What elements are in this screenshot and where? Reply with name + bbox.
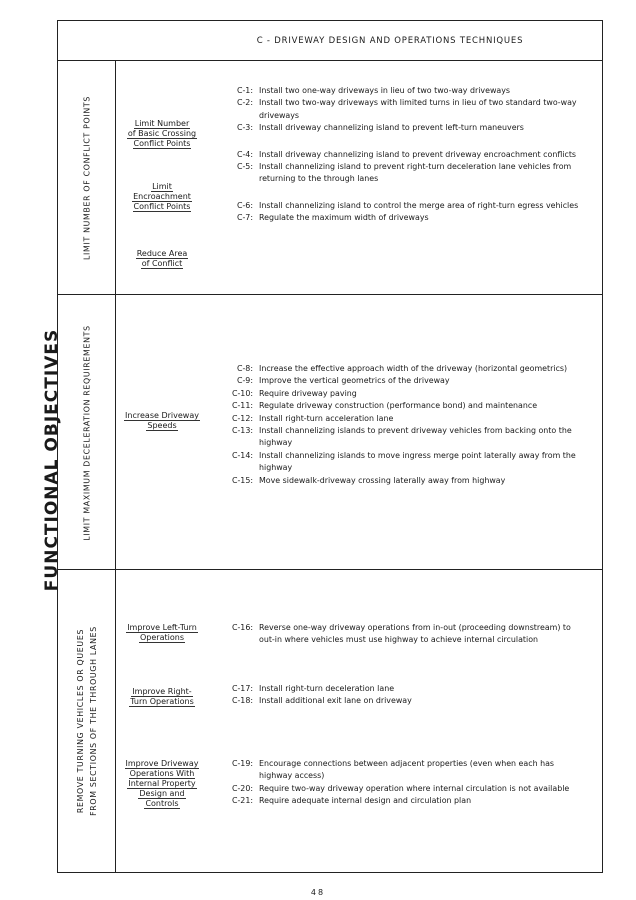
technique-item [218,683,588,695]
technique-text: Improve the vertical geometrics of the driveway [259,376,450,386]
side-title-text: FUNCTIONAL OBJECTIVES [42,328,63,592]
technique-text: Install channelizing islands to move ingress merge point laterally away from the highway [259,450,576,473]
technique-code: C-7: [236,213,253,223]
technique-item [218,758,588,783]
technique-item [218,413,588,425]
group-title-line: Conflict Points [133,139,191,148]
section-label-column [58,61,116,294]
technique-text: Require adequate internal design and circulation plan [259,796,472,806]
section-label-column [58,570,116,872]
group-title-line: Improve Right- [132,687,192,696]
technique-code: C-5: [236,162,253,172]
technique-item [218,363,588,375]
group-title-line: Limit [152,182,172,191]
technique-code: C-17: [231,684,253,693]
technique-code: C-11: [231,401,253,411]
group-title-line: Design and [139,789,185,798]
section-label: LIMIT MAXIMUM DECELERATION REQUIREMENTS [82,324,91,541]
technique-text: Move sidewalk-driveway crossing laterally away from highway [259,475,506,485]
technique-item [218,161,588,186]
technique-code: C-10: [231,388,253,398]
technique-list [218,683,588,708]
technique-text: Install two one-way driveways in lieu of two two-way driveways [259,86,511,95]
technique-item [218,622,588,647]
section-label-line: FROM SECTIONS OF THE THROUGH LANES [88,626,98,816]
section-label: LIMIT NUMBER OF CONFLICT POINTS [82,95,91,260]
technique-text: Install two two-way driveways with limited turns in lieu of two standard two-way driveways [259,98,577,120]
section-label [74,626,100,816]
technique-item [218,388,588,400]
section-label-column [58,295,116,570]
technique-item [218,695,588,707]
technique-text: Reverse one-way driveway operations from in-out (proceeding downstream) to out-in where vehicles must use highway to achieve internal circulation [259,623,571,645]
technique-item [218,149,588,161]
section-remove-turning-vehicles [58,569,602,872]
technique-text: Encourage connections between adjacent properties (even when each has highway access) [259,759,555,781]
technique-text: Regulate the maximum width of driveways [259,213,429,223]
technique-code: C-18: [231,696,253,706]
technique-code: C-14: [231,450,253,460]
technique-item [218,450,588,475]
group-title-line: Improve Driveway [125,759,199,768]
technique-text: Install channelizing island to control the merge area of right-turn egress vehicles [259,200,579,210]
group-title-line: Internal Property [128,779,196,788]
technique-item [218,97,588,122]
group-title-left-turn [116,623,208,643]
technique-text: Require two-way driveway operation where internal circulation is not available [259,783,570,793]
technique-code: C-19: [231,759,253,768]
technique-item [218,795,588,807]
technique-code: C-20: [231,783,253,793]
technique-list [218,85,588,225]
technique-item [218,122,588,134]
group-title-line: Controls [145,799,179,808]
technique-code: C-4: [236,149,253,159]
technique-item [218,200,588,212]
technique-code: C-15: [231,475,253,485]
technique-code: C-21: [231,796,253,806]
technique-text: Install right-turn acceleration lane [259,413,394,423]
group-title-line: Reduce Area [136,249,188,258]
techniques-table [57,20,603,873]
technique-code: C-8: [236,364,253,373]
technique-item [218,475,588,487]
technique-text: Install channelizing islands to prevent driveway vehicles from backing onto the highway [259,426,572,448]
group-title-area-of-conflict [116,249,208,269]
technique-code: C-1: [236,86,253,95]
technique-code: C-12: [231,413,253,423]
page-number: 48 [310,888,326,897]
technique-item [218,375,588,387]
technique-item [218,783,588,795]
group-title-line: of Conflict [141,259,183,268]
section-label-line: REMOVE TURNING VEHICLES OR QUEUES [75,628,85,814]
section-conflict-points [58,61,602,294]
group-title-basic-crossing [116,119,208,149]
technique-item [218,400,588,412]
group-title-right-turn [116,687,208,707]
technique-code: C-13: [231,426,253,436]
technique-code: C-3: [236,123,253,133]
technique-text: Install driveway channelizing island to prevent driveway encroachment conflicts [259,149,577,159]
technique-code: C-6: [236,200,253,210]
group-title-line: Conflict Points [133,202,191,211]
technique-item [218,212,588,224]
technique-code: C-2: [236,98,253,108]
group-title-line: Turn Operations [130,697,194,706]
technique-text: Install driveway channelizing island to prevent left-turn maneuvers [259,123,524,133]
technique-item [218,425,588,450]
technique-text: Increase the effective approach width of the driveway (horizontal geometrics) [259,364,568,373]
group-title-line: Operations [140,633,184,642]
group-title-line: Speeds [147,421,177,430]
technique-code: C-9: [236,376,253,386]
group-title-line: of Basic Crossing [127,129,197,138]
group-title-line: Encroachment [133,192,191,201]
table-header: C - DRIVEWAY DESIGN AND OPERATIONS TECHNIQUES [58,21,602,61]
technique-text: Regulate driveway construction (performance bond) and maintenance [259,401,538,411]
group-title-line: Limit Number [134,119,190,128]
section-deceleration [58,294,602,570]
group-title-line: Increase Driveway [125,411,199,420]
technique-text: Require driveway paving [259,388,357,398]
technique-text: Install channelizing island to prevent right-turn deceleration lane vehicles from returning to the through lanes [259,162,572,184]
technique-list [218,622,588,647]
technique-item [218,85,588,97]
group-title-line: Improve Left-Turn [127,623,197,632]
technique-list [218,758,588,808]
group-title-encroachment [116,182,208,212]
technique-text: Install right-turn deceleration lane [259,684,395,693]
group-title-internal-property [116,759,208,809]
technique-code: C-16: [231,623,253,632]
group-title-line: Operations With [129,769,195,778]
technique-text: Install additional exit lane on driveway [259,696,412,706]
technique-list [218,363,588,487]
group-title-driveway-speeds [116,411,208,431]
